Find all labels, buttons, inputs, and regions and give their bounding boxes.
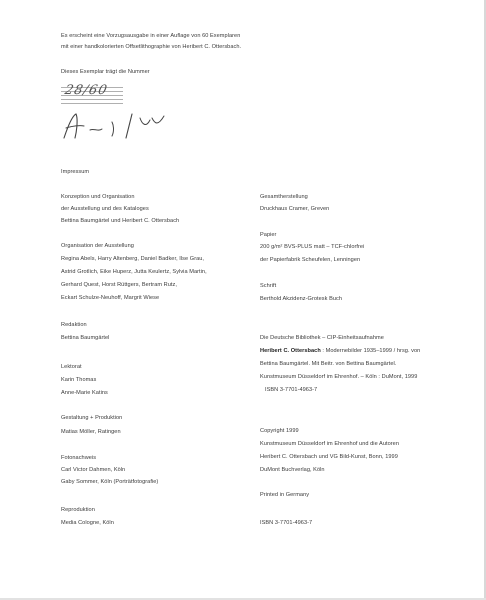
redaktion-title: Redaktion	[61, 322, 87, 328]
papier-line: der Papierfabrik Scheufelen, Lenningen	[260, 257, 361, 263]
organisation-line: Gerhard Quest, Horst Rüttgers, Bertram Rutz,	[61, 282, 177, 288]
copyright-title: Copyright 1999	[260, 428, 299, 434]
gestaltung-title: Gestaltung + Produktion	[61, 415, 123, 421]
edition-line-2: mit einer handkolorierten Offsetlithographie von Heribert C. Ottersbach.	[61, 44, 242, 50]
copy-number-field	[61, 84, 124, 104]
papier-title: Papier	[260, 232, 277, 238]
artist-signature	[60, 108, 170, 144]
schrift-title: Schrift	[260, 283, 277, 289]
gesamt-line: Druckhaus Cramer, Greven	[260, 206, 330, 212]
organisation-line: Regina Abels, Harry Altenberg, Daniel Badker, Ilse Grau,	[61, 256, 205, 262]
organisation-title: Organisation der Ausstellung	[61, 243, 134, 249]
konzeption-line: Bettina Baumgärtel und Heribert C. Ottersbach	[61, 218, 180, 224]
cip-artist-name: Heribert C. Ottersbach	[260, 348, 321, 354]
lektorat-line: Karin Thomas	[61, 377, 97, 383]
foto-title: Fotonachweis	[61, 455, 97, 461]
cip-line: Kunstmuseum Düsseldorf im Ehrenhof. – Köln : DuMont, 1999	[260, 374, 418, 380]
lektorat-line: Anne-Marie Katins	[61, 390, 108, 396]
printed-in: Printed in Germany	[260, 492, 310, 498]
repro-line: Media Cologne, Köln	[61, 520, 114, 526]
organisation-line: Astrid Grotlich, Eike Huperz, Jutta Keulertz, Sylvia Martin,	[61, 269, 207, 275]
cip-isbn: ISBN 3-7701-4963-7	[265, 387, 318, 393]
papier-line: 200 g/m² BVS-PLUS matt – TCF-chlorfrei	[260, 244, 365, 250]
copyright-line: DuMont Buchverlag, Köln	[260, 467, 325, 473]
foto-line: Gaby Sommer, Köln (Porträtfotografie)	[61, 479, 159, 485]
lektorat-title: Lektorat	[61, 364, 82, 370]
cip-title-rest: : Modernebilder 1935–1999 / hrsg. von	[322, 348, 421, 354]
cip-title-line	[260, 348, 420, 355]
edition-line-1: Es erscheint eine Vorzugsausgabe in einer Auflage von 60 Exemplaren	[61, 33, 241, 39]
isbn: ISBN 3-7701-4963-7	[260, 520, 313, 526]
cip-line: Bettina Baumgärtel. Mit Beitr. von Bettina Baumgärtel.	[260, 361, 397, 367]
copyright-line: Kunstmuseum Düsseldorf im Ehrenhof und die Autoren	[260, 441, 399, 447]
redaktion-line: Bettina Baumgärtel	[61, 335, 110, 341]
organisation-line: Eckart Schulze-Neuhoff, Margrit Wiese	[61, 295, 160, 301]
konzeption-title: Konzeption und Organisation	[61, 194, 135, 200]
copy-number-label: Dieses Exemplar trägt die Nummer	[61, 69, 150, 75]
repro-title: Reproduktion	[61, 507, 95, 513]
foto-line: Carl Victor Dahmen, Köln	[61, 467, 126, 473]
cip-line: Die Deutsche Bibliothek – CIP-Einheitsaufnahme	[260, 335, 384, 341]
copy-number-handwritten: 28/60	[63, 83, 110, 98]
gestaltung-line: Matias Möller, Ratingen	[61, 429, 121, 435]
schrift-line: Berthold Akzidenz-Grotesk Buch	[260, 296, 343, 302]
impressum-heading: Impressum	[61, 169, 90, 175]
konzeption-line: der Ausstellung und des Kataloges	[61, 206, 149, 212]
copyright-line: Heribert C. Ottersbach und VG Bild-Kunst, Bonn, 1999	[260, 454, 398, 460]
gesamt-title: Gesamtherstellung	[260, 194, 308, 200]
